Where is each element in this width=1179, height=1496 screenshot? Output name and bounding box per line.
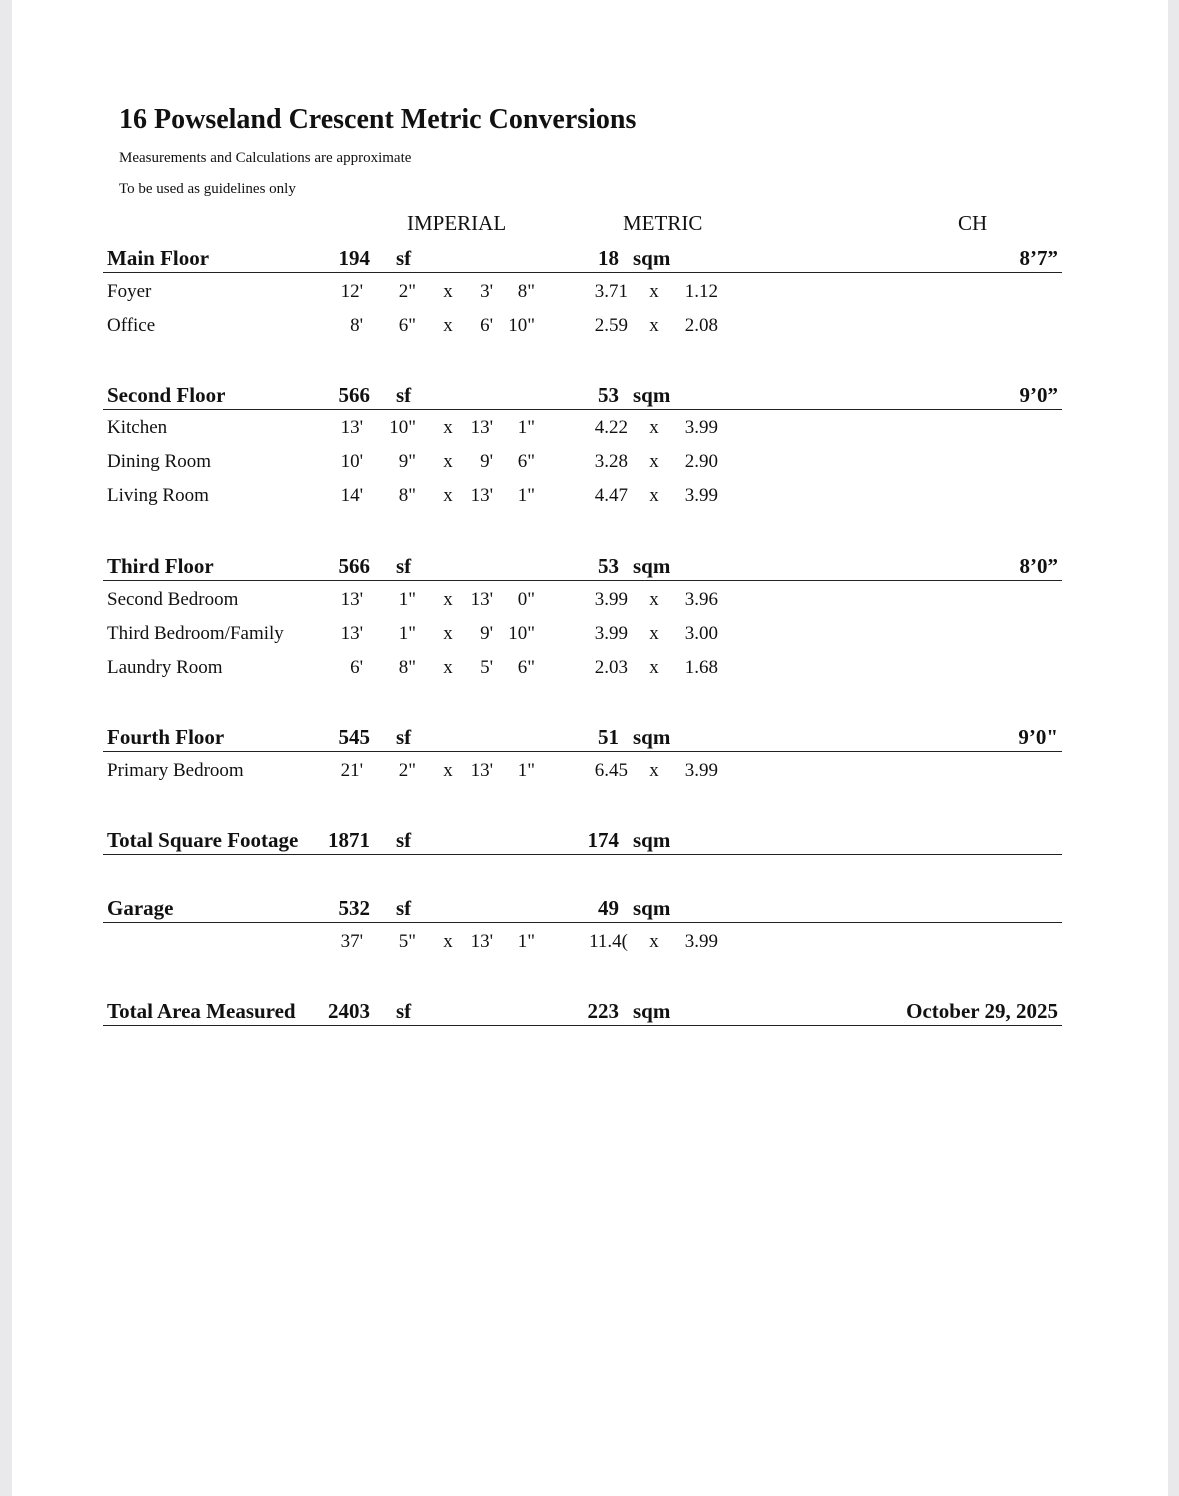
times-sign: x [443, 589, 453, 610]
room-inches-1: 2" [398, 281, 416, 302]
room-metric-2: 2.08 [684, 315, 718, 336]
section-sqm-value: 49 [598, 896, 619, 920]
times-sign: x [649, 315, 659, 336]
room-metric-2: 3.00 [684, 623, 718, 644]
room-metric-2: 3.99 [684, 931, 718, 952]
section-sf-value: 566 [338, 383, 370, 407]
room-feet-2: 9' [480, 623, 493, 644]
room-inches-2: 6" [517, 657, 535, 678]
section-underline [103, 272, 1062, 273]
room-inches-1: 1" [398, 589, 416, 610]
section-label: Third Floor [107, 554, 214, 578]
times-sign: x [443, 623, 453, 644]
room-metric-2: 3.96 [684, 589, 718, 610]
section-ceiling-height: 8’7” [1019, 246, 1058, 270]
section-sqm-value: 53 [598, 383, 619, 407]
section-sqm-unit: sqm [633, 383, 671, 407]
section-sqm-unit: sqm [633, 828, 671, 852]
times-sign: x [649, 281, 659, 302]
section-underline [103, 854, 1062, 855]
room-inches-2: 10" [508, 623, 535, 644]
room-name: Second Bedroom [107, 589, 239, 610]
room-metric-2: 1.12 [684, 281, 718, 302]
room-metric-1: 3.99 [594, 623, 628, 644]
times-sign: x [443, 657, 453, 678]
room-inches-1: 8" [398, 485, 416, 506]
room-inches-2: 1" [517, 485, 535, 506]
section-sqm-value: 18 [598, 246, 619, 270]
section-sf-unit: sf [396, 554, 412, 578]
section-sqm-value: 223 [587, 999, 619, 1023]
times-sign: x [649, 485, 659, 506]
room-feet-2: 13' [470, 760, 493, 781]
times-sign: x [649, 657, 659, 678]
times-sign: x [443, 760, 453, 781]
room-feet-2: 5' [480, 657, 493, 678]
room-metric-2: 3.99 [684, 760, 718, 781]
times-sign: x [443, 417, 453, 438]
section-label: Second Floor [107, 383, 226, 407]
room-feet-1: 37' [340, 931, 363, 952]
times-sign: x [649, 931, 659, 952]
room-feet-1: 21' [340, 760, 363, 781]
section-sqm-unit: sqm [633, 554, 671, 578]
room-feet-2: 13' [470, 931, 493, 952]
section-sqm-unit: sqm [633, 896, 671, 920]
room-metric-1: 3.28 [594, 451, 628, 472]
section-sqm-value: 51 [598, 725, 619, 749]
section-sf-unit: sf [396, 896, 412, 920]
room-name: Dining Room [107, 451, 211, 472]
section-ceiling-height: 9’0" [1018, 725, 1058, 749]
room-inches-1: 1" [398, 623, 416, 644]
room-inches-2: 0" [517, 589, 535, 610]
room-feet-2: 13' [470, 485, 493, 506]
times-sign: x [649, 760, 659, 781]
room-feet-2: 13' [470, 417, 493, 438]
room-feet-2: 9' [480, 451, 493, 472]
section-ceiling-height: 8’0” [1019, 554, 1058, 578]
section-sqm-value: 53 [598, 554, 619, 578]
section-sf-unit: sf [396, 999, 412, 1023]
room-name: Office [107, 315, 156, 336]
section-sqm-value: 174 [587, 828, 619, 852]
room-metric-2: 2.90 [684, 451, 718, 472]
room-inches-1: 2" [398, 760, 416, 781]
column-header-ch: CH [958, 211, 988, 235]
section-underline [103, 409, 1062, 410]
section-sf-value: 532 [338, 896, 370, 920]
times-sign: x [443, 451, 453, 472]
room-inches-1: 8" [398, 657, 416, 678]
room-metric-1: 11.4( [589, 931, 628, 952]
section-sf-unit: sf [396, 828, 412, 852]
times-sign: x [649, 589, 659, 610]
note-guidelines: To be used as guidelines only [119, 181, 296, 197]
section-underline [103, 580, 1062, 581]
room-name: Living Room [107, 485, 209, 506]
room-metric-1: 2.03 [594, 657, 628, 678]
room-metric-1: 2.59 [594, 315, 628, 336]
room-inches-1: 10" [389, 417, 416, 438]
times-sign: x [443, 485, 453, 506]
times-sign: x [649, 417, 659, 438]
section-label: Total Square Footage [107, 828, 299, 852]
section-label: Main Floor [107, 246, 210, 270]
room-metric-2: 1.68 [684, 657, 718, 678]
section-label: Total Area Measured [107, 999, 296, 1023]
section-sf-value: 566 [338, 554, 370, 578]
times-sign: x [443, 315, 453, 336]
document-page [12, 0, 1168, 1496]
room-inches-1: 5" [398, 931, 416, 952]
section-label: Fourth Floor [107, 725, 225, 749]
section-sf-unit: sf [396, 246, 412, 270]
room-feet-1: 8' [350, 315, 363, 336]
room-inches-2: 6" [517, 451, 535, 472]
section-underline [103, 1025, 1062, 1026]
section-sf-value: 2403 [328, 999, 370, 1023]
section-ceiling-height: October 29, 2025 [906, 999, 1058, 1023]
room-feet-1: 13' [340, 623, 363, 644]
section-sf-value: 545 [338, 725, 370, 749]
section-underline [103, 751, 1062, 752]
room-inches-2: 1" [517, 931, 535, 952]
section-sqm-unit: sqm [633, 725, 671, 749]
room-metric-2: 3.99 [684, 485, 718, 506]
room-metric-1: 3.71 [594, 281, 628, 302]
room-metric-1: 4.22 [594, 417, 628, 438]
room-inches-1: 6" [398, 315, 416, 336]
room-feet-2: 3' [480, 281, 493, 302]
room-inches-1: 9" [398, 451, 416, 472]
room-name: Primary Bedroom [107, 760, 244, 781]
note-approximate: Measurements and Calculations are approximate [119, 150, 412, 166]
room-metric-1: 4.47 [594, 485, 628, 506]
room-feet-1: 13' [340, 417, 363, 438]
section-sf-unit: sf [396, 383, 412, 407]
times-sign: x [649, 623, 659, 644]
room-name: Laundry Room [107, 657, 223, 678]
room-feet-1: 6' [350, 657, 363, 678]
section-label: Garage [107, 896, 174, 920]
room-inches-2: 8" [517, 281, 535, 302]
room-metric-2: 3.99 [684, 417, 718, 438]
section-sf-value: 194 [338, 246, 370, 270]
section-sqm-unit: sqm [633, 246, 671, 270]
times-sign: x [443, 931, 453, 952]
times-sign: x [649, 451, 659, 472]
column-header-metric: METRIC [623, 211, 703, 235]
room-feet-1: 12' [340, 281, 363, 302]
room-feet-2: 6' [480, 315, 493, 336]
section-sf-value: 1871 [328, 828, 370, 852]
room-name: Kitchen [107, 417, 168, 438]
room-name: Third Bedroom/Family [107, 623, 284, 644]
room-metric-1: 6.45 [594, 760, 628, 781]
room-inches-2: 10" [508, 315, 535, 336]
section-ceiling-height: 9’0” [1019, 383, 1058, 407]
room-feet-1: 13' [340, 589, 363, 610]
room-feet-2: 13' [470, 589, 493, 610]
times-sign: x [443, 281, 453, 302]
column-header-imperial: IMPERIAL [407, 211, 507, 235]
room-feet-1: 10' [340, 451, 363, 472]
room-inches-2: 1" [517, 760, 535, 781]
section-sqm-unit: sqm [633, 999, 671, 1023]
document-title: 16 Powseland Crescent Metric Conversions [119, 104, 637, 135]
room-inches-2: 1" [517, 417, 535, 438]
section-underline [103, 922, 1062, 923]
section-sf-unit: sf [396, 725, 412, 749]
room-name: Foyer [107, 281, 152, 302]
room-feet-1: 14' [340, 485, 363, 506]
room-metric-1: 3.99 [594, 589, 628, 610]
